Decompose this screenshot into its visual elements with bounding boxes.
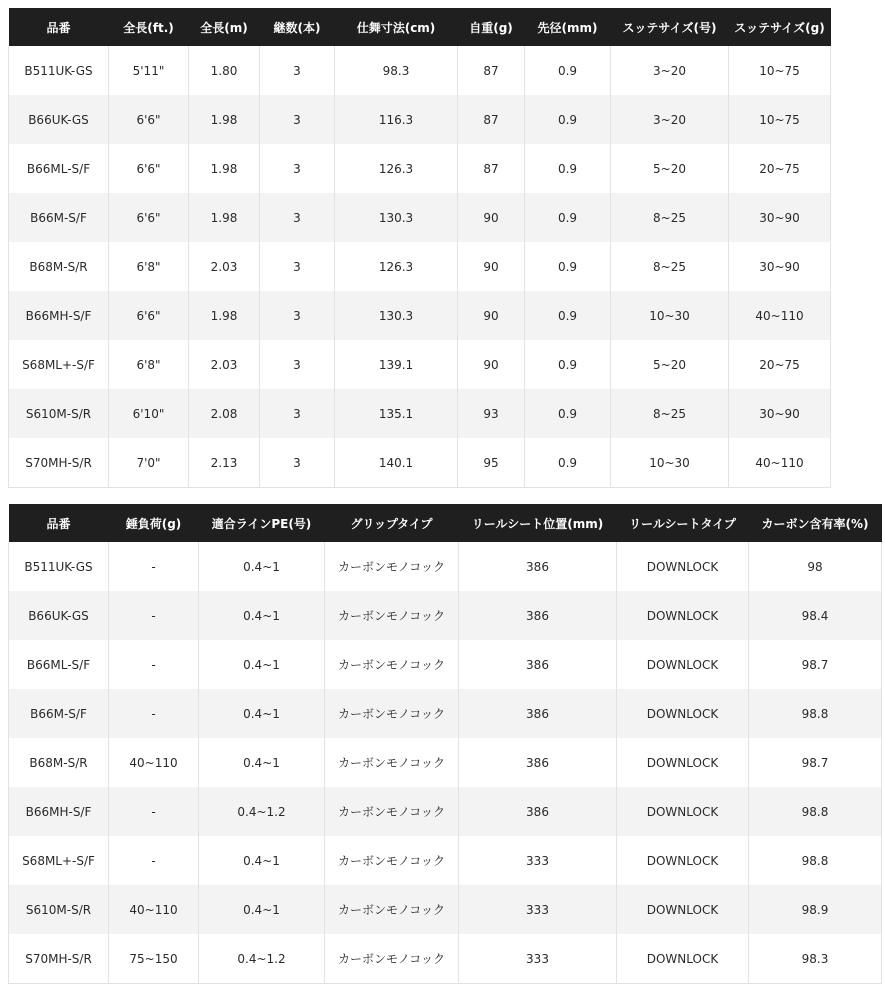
table-cell: 6'6" xyxy=(109,95,189,144)
table-cell: 140.1 xyxy=(335,438,458,488)
table-cell: 3 xyxy=(260,193,335,242)
table-cell: 98 xyxy=(749,542,882,591)
table-cell: 93 xyxy=(458,389,525,438)
table-cell: 3 xyxy=(260,291,335,340)
product-code-cell: S70MH-S/R xyxy=(9,438,109,488)
table-cell: 2.08 xyxy=(189,389,260,438)
table-cell: 30~90 xyxy=(729,389,831,438)
table-row xyxy=(9,885,882,934)
table-cell: 95 xyxy=(458,438,525,488)
table-row xyxy=(9,689,882,738)
table-cell: 87 xyxy=(458,144,525,193)
table-cell: 333 xyxy=(459,836,617,885)
table-cell: 98.8 xyxy=(749,836,882,885)
column-header: カーボン含有率(%) xyxy=(749,504,882,542)
table-cell: 30~90 xyxy=(729,242,831,291)
product-code-cell: B68M-S/R xyxy=(9,242,109,291)
table-cell: カーボンモノコック xyxy=(325,689,459,738)
table-cell: 1.80 xyxy=(189,46,260,95)
table-cell: 90 xyxy=(458,193,525,242)
table-cell: 333 xyxy=(459,934,617,984)
product-code-cell: B511UK-GS xyxy=(9,542,109,591)
table-cell: 6'8" xyxy=(109,242,189,291)
product-code-cell: B66M-S/F xyxy=(9,193,109,242)
product-code-cell: B511UK-GS xyxy=(9,46,109,95)
table-row xyxy=(9,542,882,591)
table-cell: 20~75 xyxy=(729,340,831,389)
table-cell: DOWNLOCK xyxy=(617,542,749,591)
table-cell: - xyxy=(109,542,199,591)
table-cell: カーボンモノコック xyxy=(325,836,459,885)
table-cell: 40~110 xyxy=(729,291,831,340)
table-cell: 3~20 xyxy=(611,46,729,95)
table-cell: 8~25 xyxy=(611,193,729,242)
table-cell: DOWNLOCK xyxy=(617,885,749,934)
table-cell: 0.9 xyxy=(525,193,611,242)
table-row xyxy=(9,193,831,242)
column-header: 錘負荷(g) xyxy=(109,504,199,542)
table-cell: - xyxy=(109,640,199,689)
table-cell: 139.1 xyxy=(335,340,458,389)
table-cell: 6'10" xyxy=(109,389,189,438)
table-cell: 3 xyxy=(260,340,335,389)
column-header: グリップタイプ xyxy=(325,504,459,542)
column-header: 継数(本) xyxy=(260,8,335,46)
table-cell: 98.7 xyxy=(749,640,882,689)
table-cell: 386 xyxy=(459,640,617,689)
table-row xyxy=(9,242,831,291)
table-cell: 8~25 xyxy=(611,242,729,291)
table-cell: 90 xyxy=(458,242,525,291)
table-cell: 386 xyxy=(459,689,617,738)
column-header: 自重(g) xyxy=(458,8,525,46)
product-code-cell: B66UK-GS xyxy=(9,591,109,640)
table-row xyxy=(9,738,882,787)
table-cell: 90 xyxy=(458,291,525,340)
table-cell: 20~75 xyxy=(729,144,831,193)
column-header: スッテサイズ(号) xyxy=(611,8,729,46)
table-row xyxy=(9,144,831,193)
table-cell: 130.3 xyxy=(335,291,458,340)
column-header: 品番 xyxy=(9,504,109,542)
table-cell: 2.03 xyxy=(189,242,260,291)
product-code-cell: S610M-S/R xyxy=(9,389,109,438)
table-row xyxy=(9,95,831,144)
table-cell: 0.4~1 xyxy=(199,885,325,934)
table-cell: 0.9 xyxy=(525,144,611,193)
table-cell: カーボンモノコック xyxy=(325,934,459,984)
product-code-cell: B68M-S/R xyxy=(9,738,109,787)
table-cell: 3~20 xyxy=(611,95,729,144)
table-header-row xyxy=(9,8,831,46)
product-code-cell: B66MH-S/F xyxy=(9,291,109,340)
table-cell: 0.9 xyxy=(525,291,611,340)
table-cell: 1.98 xyxy=(189,95,260,144)
table-cell: 90 xyxy=(458,340,525,389)
table-cell: 6'8" xyxy=(109,340,189,389)
column-header: 全長(ft.) xyxy=(109,8,189,46)
table-cell: 0.4~1 xyxy=(199,738,325,787)
spec-table-1 xyxy=(8,8,831,488)
table-cell: DOWNLOCK xyxy=(617,836,749,885)
table-cell: DOWNLOCK xyxy=(617,689,749,738)
table-cell: 6'6" xyxy=(109,193,189,242)
column-header: 仕舞寸法(cm) xyxy=(335,8,458,46)
table-cell: 1.98 xyxy=(189,291,260,340)
table-cell: 1.98 xyxy=(189,193,260,242)
product-code-cell: B66MH-S/F xyxy=(9,787,109,836)
product-code-cell: B66M-S/F xyxy=(9,689,109,738)
table-cell: - xyxy=(109,591,199,640)
product-code-cell: B66ML-S/F xyxy=(9,144,109,193)
table-cell: - xyxy=(109,836,199,885)
table-cell: 135.1 xyxy=(335,389,458,438)
table-cell: 40~110 xyxy=(109,738,199,787)
product-code-cell: S68ML+-S/F xyxy=(9,340,109,389)
table-cell: 0.4~1.2 xyxy=(199,787,325,836)
table-cell: 40~110 xyxy=(109,885,199,934)
table-cell: 7'0" xyxy=(109,438,189,488)
table-cell: 386 xyxy=(459,787,617,836)
table-row xyxy=(9,340,831,389)
table-cell: 6'6" xyxy=(109,291,189,340)
table-cell: DOWNLOCK xyxy=(617,738,749,787)
table-cell: 98.4 xyxy=(749,591,882,640)
table-cell: 116.3 xyxy=(335,95,458,144)
table-cell: 5~20 xyxy=(611,144,729,193)
table-cell: 5~20 xyxy=(611,340,729,389)
table-cell: 0.9 xyxy=(525,242,611,291)
table-cell: DOWNLOCK xyxy=(617,934,749,984)
table-row xyxy=(9,934,882,984)
column-header: 全長(m) xyxy=(189,8,260,46)
table-cell: 3 xyxy=(260,46,335,95)
table-cell: DOWNLOCK xyxy=(617,591,749,640)
table-cell: 3 xyxy=(260,242,335,291)
table-cell: 0.9 xyxy=(525,46,611,95)
table-cell: 10~75 xyxy=(729,46,831,95)
table-row xyxy=(9,389,831,438)
table-cell: - xyxy=(109,689,199,738)
table-cell: 126.3 xyxy=(335,144,458,193)
table-row xyxy=(9,640,882,689)
table-cell: 98.7 xyxy=(749,738,882,787)
table-cell: カーボンモノコック xyxy=(325,885,459,934)
table-cell: 3 xyxy=(260,144,335,193)
column-header: リールシートタイプ xyxy=(617,504,749,542)
table-cell: 0.4~1 xyxy=(199,591,325,640)
table-cell: 10~75 xyxy=(729,95,831,144)
table-cell: 87 xyxy=(458,95,525,144)
table-cell: 87 xyxy=(458,46,525,95)
table-cell: 333 xyxy=(459,885,617,934)
table-row xyxy=(9,438,831,488)
table-cell: DOWNLOCK xyxy=(617,787,749,836)
table-cell: 126.3 xyxy=(335,242,458,291)
table-cell: 386 xyxy=(459,738,617,787)
table-cell: 0.9 xyxy=(525,438,611,488)
product-code-cell: B66UK-GS xyxy=(9,95,109,144)
table-cell: 98.9 xyxy=(749,885,882,934)
product-code-cell: B66ML-S/F xyxy=(9,640,109,689)
column-header: 先径(mm) xyxy=(525,8,611,46)
table-cell: 2.03 xyxy=(189,340,260,389)
table-cell: 0.4~1 xyxy=(199,640,325,689)
product-code-cell: S70MH-S/R xyxy=(9,934,109,984)
table-row xyxy=(9,46,831,95)
column-header: スッテサイズ(g) xyxy=(729,8,831,46)
table-cell: 6'6" xyxy=(109,144,189,193)
table-cell: 3 xyxy=(260,95,335,144)
table-cell: 386 xyxy=(459,591,617,640)
table-cell: 10~30 xyxy=(611,291,729,340)
spec-table-2 xyxy=(8,504,882,984)
table-cell: 0.9 xyxy=(525,95,611,144)
table-row xyxy=(9,836,882,885)
table-cell: 1.98 xyxy=(189,144,260,193)
table-cell: - xyxy=(109,787,199,836)
table-cell: 0.4~1 xyxy=(199,836,325,885)
table-cell: 10~30 xyxy=(611,438,729,488)
table-cell: 2.13 xyxy=(189,438,260,488)
table-cell: カーボンモノコック xyxy=(325,591,459,640)
product-code-cell: S68ML+-S/F xyxy=(9,836,109,885)
product-code-cell: S610M-S/R xyxy=(9,885,109,934)
table-row xyxy=(9,291,831,340)
table-cell: 130.3 xyxy=(335,193,458,242)
table-cell: 0.4~1.2 xyxy=(199,934,325,984)
table-cell: DOWNLOCK xyxy=(617,640,749,689)
table-cell: 0.4~1 xyxy=(199,542,325,591)
table-cell: 98.8 xyxy=(749,787,882,836)
table-cell: 98.3 xyxy=(749,934,882,984)
table-cell: 98.8 xyxy=(749,689,882,738)
column-header: 品番 xyxy=(9,8,109,46)
table-cell: 30~90 xyxy=(729,193,831,242)
table-cell: 0.9 xyxy=(525,389,611,438)
table-cell: 98.3 xyxy=(335,46,458,95)
column-header: 適合ラインPE(号) xyxy=(199,504,325,542)
table-cell: 3 xyxy=(260,438,335,488)
table-header-row xyxy=(9,504,882,542)
table-cell: カーボンモノコック xyxy=(325,640,459,689)
column-header: リールシート位置(mm) xyxy=(459,504,617,542)
table-cell: カーボンモノコック xyxy=(325,738,459,787)
table-cell: 386 xyxy=(459,542,617,591)
table-cell: 0.9 xyxy=(525,340,611,389)
table-cell: 40~110 xyxy=(729,438,831,488)
table-cell: 5'11" xyxy=(109,46,189,95)
table-row xyxy=(9,591,882,640)
table-cell: 75~150 xyxy=(109,934,199,984)
table-cell: カーボンモノコック xyxy=(325,787,459,836)
table-cell: 8~25 xyxy=(611,389,729,438)
table-cell: 0.4~1 xyxy=(199,689,325,738)
table-cell: 3 xyxy=(260,389,335,438)
table-cell: カーボンモノコック xyxy=(325,542,459,591)
table-row xyxy=(9,787,882,836)
